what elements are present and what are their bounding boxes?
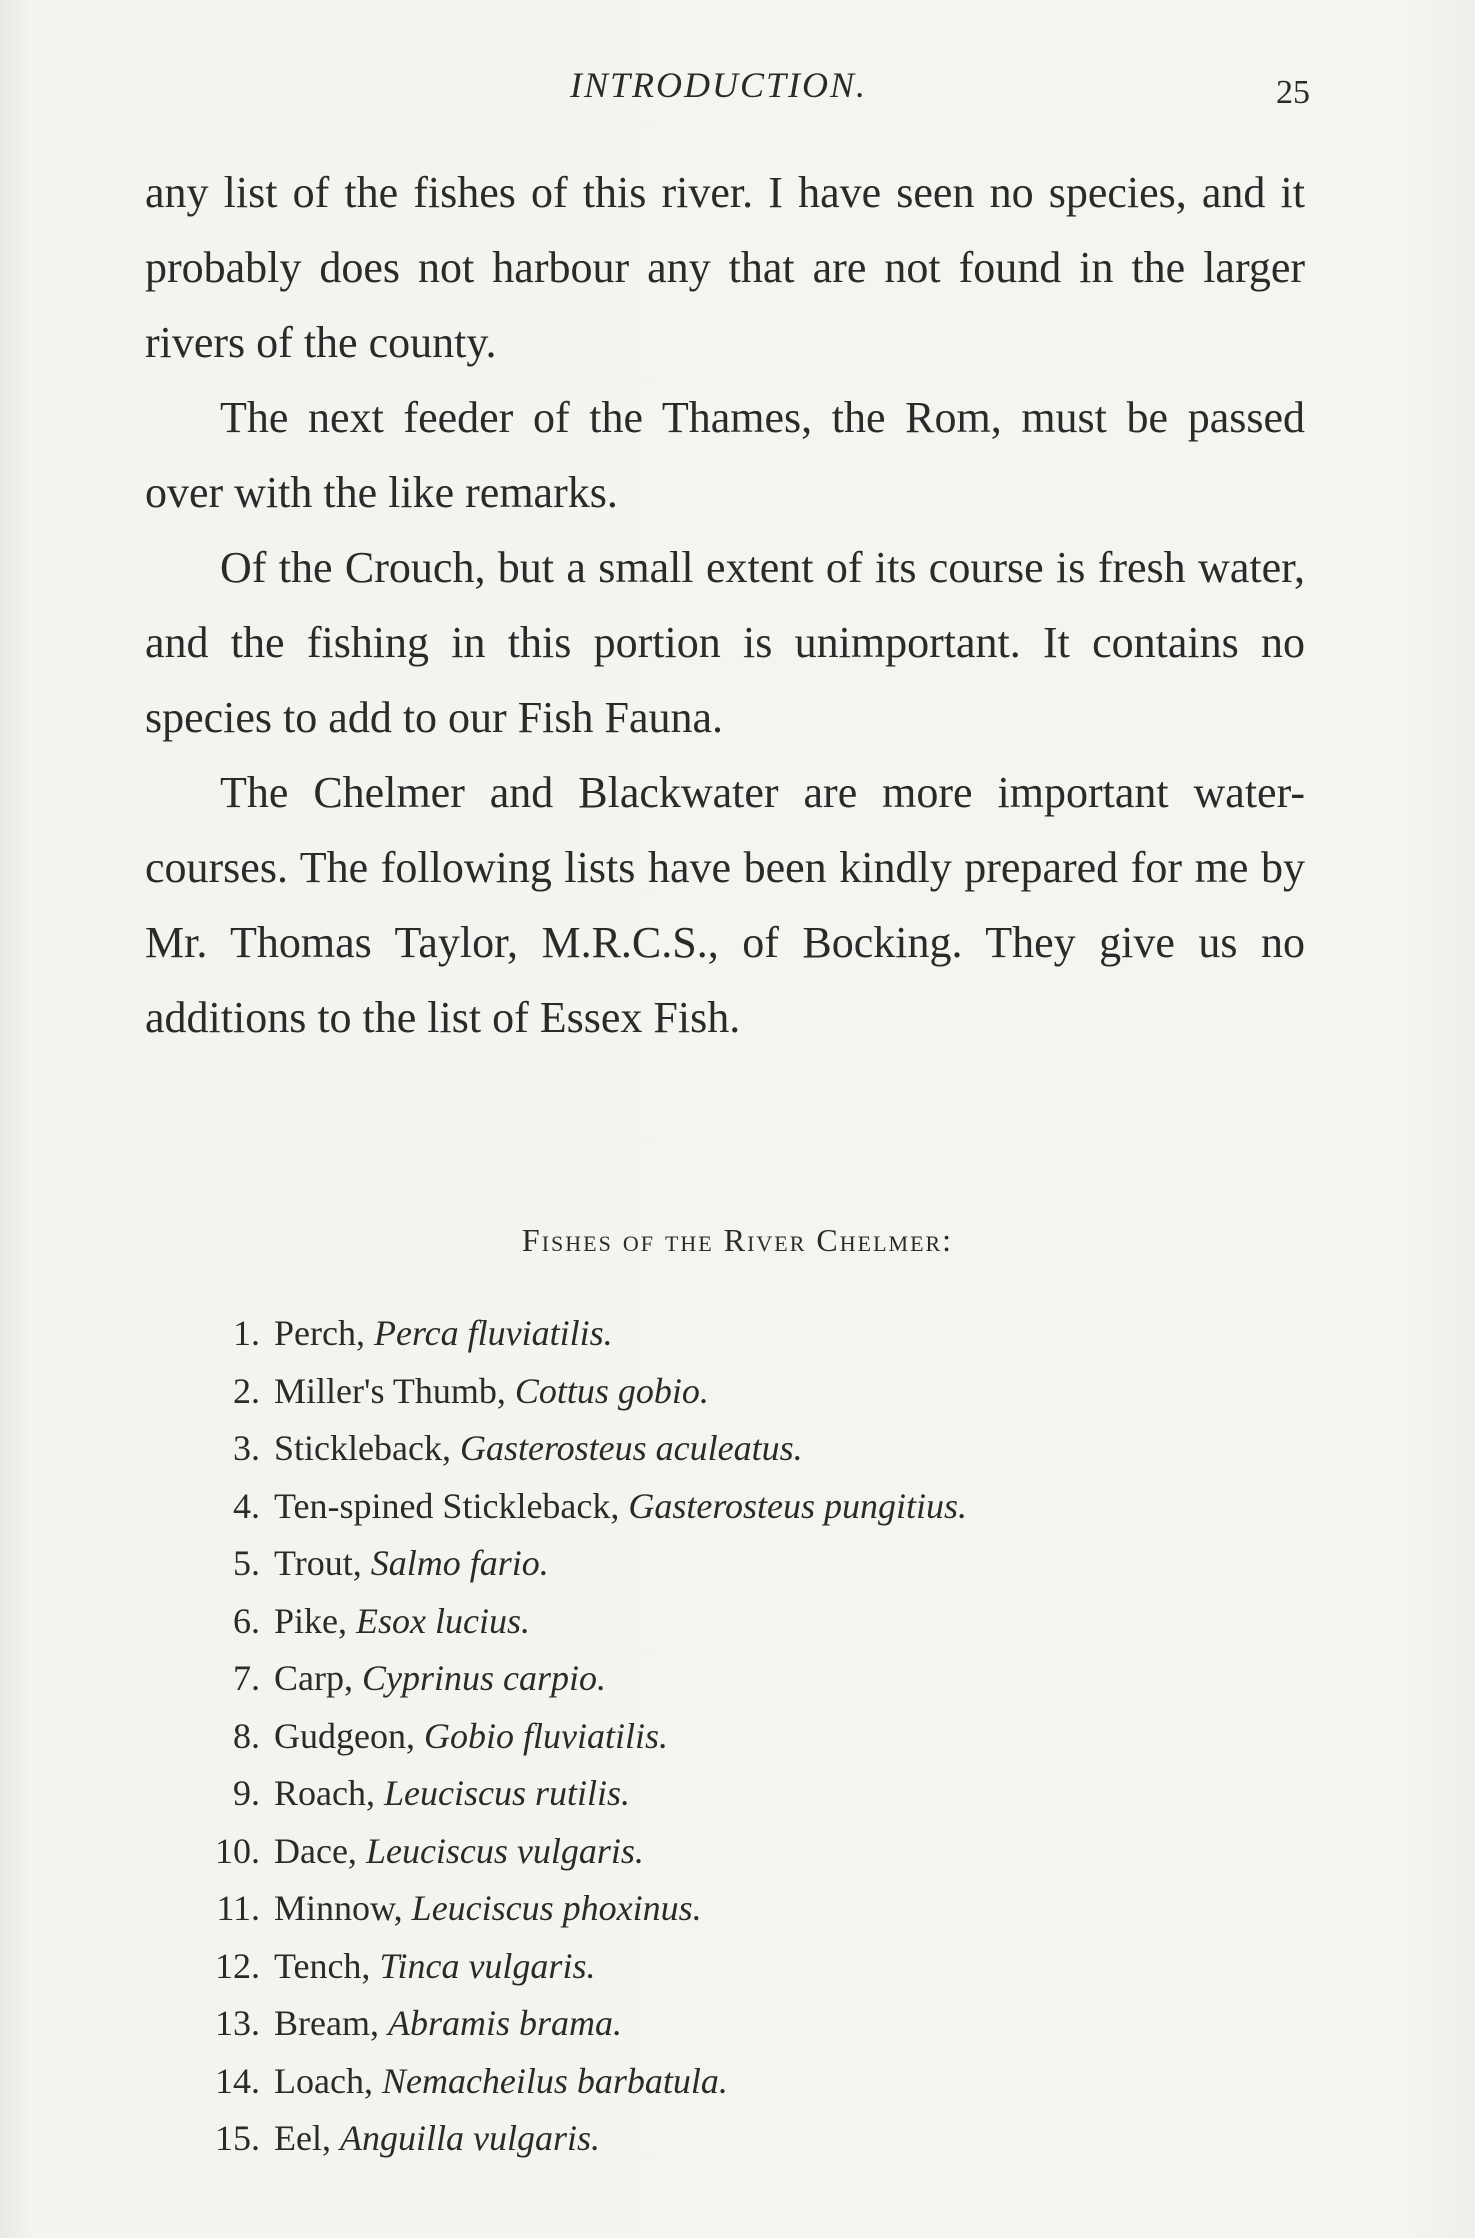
running-head-title: INTRODUCTION.: [570, 65, 868, 105]
list-item: [150, 1995, 1150, 2053]
list-item-number: 15.: [215, 2118, 260, 2158]
list-item-number: 14.: [215, 2060, 260, 2101]
paragraph-chelmer: The Chelmer and Blackwater are more important water-courses. The following lists have been kindly prepared for me by Mr. Thomas Taylor, M.R.C.S., of Bocking. They give us no additions to the list of Essex Fish.: [145, 768, 1305, 1042]
list-item: [150, 2053, 1150, 2111]
running-head: [0, 64, 1475, 124]
common-name: Ten-spined Stickleback,: [274, 1485, 620, 1526]
common-name: Miller's Thumb,: [274, 1370, 506, 1411]
latin-name: Cottus gobio.: [514, 1370, 709, 1411]
common-name: Stickleback,: [274, 1428, 451, 1468]
paragraph-rom: The next feeder of the Thames, the Rom, must be passed over with the like remarks.: [145, 393, 1305, 517]
common-name: Pike,: [274, 1600, 348, 1641]
latin-name: Tinca vulgaris.: [379, 1945, 596, 1986]
common-name: Roach,: [274, 1773, 375, 1813]
list-item: [150, 1535, 1150, 1593]
list-item-number: 7.: [233, 1658, 260, 1698]
list-item: [150, 1650, 1150, 1708]
list-item-number: 2.: [233, 1370, 260, 1411]
list-item-number: 1.: [233, 1313, 260, 1353]
common-name: Tench,: [274, 1945, 371, 1986]
fish-list: [150, 1305, 1150, 2168]
common-name: Perch,: [274, 1313, 365, 1353]
list-item: [150, 1305, 1150, 1363]
common-name: Trout,: [274, 1543, 362, 1583]
list-item: [150, 1765, 1150, 1823]
list-item-number: 5.: [233, 1543, 260, 1583]
page-number: 25: [1276, 74, 1310, 111]
common-name: Dace,: [274, 1830, 357, 1871]
latin-name: Esox lucius.: [356, 1600, 530, 1641]
list-item: [150, 1363, 1150, 1421]
list-item: [150, 1478, 1150, 1536]
latin-name: Anguilla vulgaris.: [339, 2118, 600, 2158]
list-item: [150, 1420, 1150, 1478]
list-item: [150, 1708, 1150, 1766]
common-name: Carp,: [274, 1658, 353, 1698]
paragraph-continued: any list of the fishes of this river. I have seen no species, and it probably does not harbour any that are not found in the larger rivers of the county.: [145, 168, 1305, 367]
list-item-number: 6.: [233, 1600, 260, 1641]
common-name: Loach,: [274, 2060, 373, 2101]
list-item: [150, 1593, 1150, 1651]
latin-name: Gasterosteus aculeatus.: [459, 1428, 803, 1468]
list-heading: Fishes of the River Chelmer:: [521, 1222, 954, 1258]
list-item-number: 13.: [215, 2003, 260, 2043]
common-name: Minnow,: [274, 1888, 403, 1928]
latin-name: Salmo fario.: [370, 1543, 549, 1583]
latin-name: Gobio fluviatilis.: [423, 1715, 668, 1756]
list-item-number: 11.: [216, 1888, 260, 1928]
list-item: [150, 1823, 1150, 1881]
latin-name: Gasterosteus pungitius.: [628, 1485, 968, 1526]
list-item: [150, 2110, 1150, 2168]
list-item-number: 9.: [233, 1773, 260, 1813]
latin-name: Leuciscus vulgaris.: [365, 1830, 644, 1871]
common-name: Gudgeon,: [274, 1715, 415, 1756]
latin-name: Leuciscus rutilis.: [383, 1773, 630, 1813]
list-item: [150, 1938, 1150, 1996]
list-item: [150, 1880, 1150, 1938]
paragraph-crouch: Of the Crouch, but a small extent of its course is fresh water, and the fishing in this portion is unimportant. It contains no species to add to our Fish Fauna.: [145, 543, 1305, 742]
latin-name: Nemacheilus barbatula.: [381, 2060, 728, 2101]
latin-name: Perca fluviatilis.: [373, 1313, 613, 1353]
list-item-number: 8.: [233, 1715, 260, 1756]
list-item-number: 3.: [233, 1428, 260, 1468]
latin-name: Abramis brama.: [387, 2003, 622, 2043]
common-name: Eel,: [274, 2118, 331, 2158]
body-text: [145, 155, 1305, 1055]
latin-name: Leuciscus phoxinus.: [411, 1888, 702, 1928]
list-item-number: 4.: [233, 1485, 260, 1526]
list-item-number: 12.: [215, 1945, 260, 1986]
latin-name: Cyprinus carpio.: [361, 1658, 606, 1698]
list-item-number: 10.: [215, 1830, 260, 1871]
common-name: Bream,: [274, 2003, 379, 2043]
